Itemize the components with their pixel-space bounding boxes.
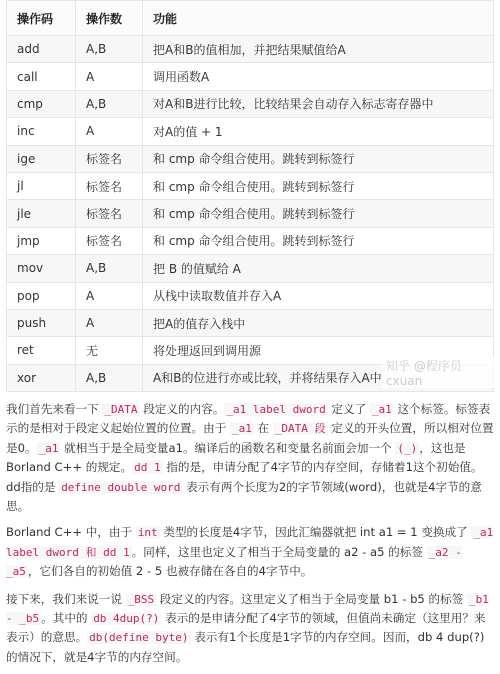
opcode-cell: xor	[7, 364, 76, 391]
opcode-cell: cmp	[7, 90, 76, 117]
opcode-cell: inc	[7, 118, 76, 145]
operand-cell: A,B	[76, 255, 143, 282]
opcode-cell: call	[7, 63, 76, 90]
function-cell: 和 cmp 命令组合使用。跳转到标签行	[143, 200, 494, 227]
opcode-cell: jle	[7, 200, 76, 227]
inline-code: db 4dup(?)	[93, 612, 160, 626]
opcode-cell: jmp	[7, 227, 76, 254]
opcode-cell: jl	[7, 172, 76, 199]
operand-cell: A	[76, 282, 143, 309]
table-header-row	[7, 1, 494, 36]
column-header-opcode: 操作码	[7, 1, 76, 36]
article-body	[6, 400, 494, 674]
inline-code: _BSS	[127, 592, 155, 606]
opcode-cell: add	[7, 36, 76, 63]
function-cell: 把 B 的值赋给 A	[143, 255, 494, 282]
text-run: 。其中的	[41, 611, 92, 626]
inline-code: _a1	[371, 403, 392, 416]
operand-cell: A,B	[76, 90, 143, 117]
text-run: 指的是，申请分配了4字节的内存空间，存储着1这个初始值。dd指的是	[6, 460, 483, 494]
function-cell: 将处理返回到调用源	[143, 337, 494, 364]
text-run: 定义的开头位置，所以相对位置是0。	[6, 421, 494, 455]
text-run: Borland C++ 中，由于	[6, 525, 136, 540]
opcode-cell: mov	[7, 255, 76, 282]
inline-code: _DATA	[104, 403, 138, 416]
function-cell: A和B的位进行亦或比较，并将结果存入A中	[143, 364, 494, 391]
table-row	[7, 172, 494, 199]
inline-code: _a1 label dword	[226, 403, 326, 416]
operand-cell: A,B	[76, 364, 143, 391]
operand-cell: A	[76, 63, 143, 90]
inline-code: (_)	[397, 441, 418, 455]
table-body	[7, 36, 494, 392]
inline-code: _DATA 段	[274, 422, 326, 436]
text-run: 。同样，这里也定义了相当于全局变量的 a2 - a5 的标签	[131, 544, 427, 559]
column-header-operand: 操作数	[76, 1, 143, 36]
text-run: 在	[253, 421, 273, 436]
inline-code: _a2 - _a5	[6, 545, 462, 579]
table-row	[7, 90, 494, 117]
table-row	[7, 118, 494, 145]
text-run: 接下来，我们来说一说	[6, 591, 126, 606]
inline-code: int	[137, 526, 158, 540]
inline-code: _a1 label dword 和 dd 1	[6, 526, 494, 559]
opcode-cell: ret	[7, 337, 76, 364]
table-row	[7, 282, 494, 309]
paragraph	[6, 590, 494, 667]
inline-code: dd 1	[134, 461, 161, 475]
function-cell: 对A的值 + 1	[143, 118, 494, 145]
column-header-function: 功能	[143, 1, 494, 36]
table-row	[7, 227, 494, 254]
inline-code: _a1	[38, 441, 59, 455]
table-row	[7, 309, 494, 336]
text-run: 段定义的内容。	[139, 402, 225, 416]
text-run: 这个标签。标签表示的是相对于段定义起始位置的位置。由于	[6, 402, 491, 436]
text-run: 类型的长度是4字节，因此汇编器就把 int a1 = 1 变换成了	[159, 525, 472, 540]
table-row	[7, 63, 494, 90]
text-run: 段定义的内容。这里定义了相当于全局变量 b1 - b5 的标签	[156, 591, 467, 606]
watermark: 知乎 @程序员cxuan	[382, 357, 500, 388]
function-cell: 从栈中读取数值并存入A	[143, 282, 494, 309]
table-row	[7, 200, 494, 227]
function-cell: 把A的值存入栈中	[143, 309, 494, 336]
inline-code: _b1 - _b5	[6, 592, 489, 626]
paragraph	[6, 523, 494, 581]
operand-cell: A	[76, 118, 143, 145]
text-run: 定义了	[327, 402, 370, 416]
function-cell: 和 cmp 命令组合使用。跳转到标签行	[143, 145, 494, 172]
opcode-table	[6, 0, 494, 392]
function-cell: 把A和B的值相加，并把结果赋值给A	[143, 36, 494, 63]
function-cell: 对A和B进行比较，比较结果会自动存入标志寄存器中	[143, 90, 494, 117]
text-run: ，这也是 Borland C++ 的规定。	[6, 440, 466, 475]
function-cell: 和 cmp 命令组合使用。跳转到标签行	[143, 172, 494, 199]
operand-cell: 标签名	[76, 172, 143, 199]
inline-code: define double word	[61, 480, 181, 494]
table-row	[7, 255, 494, 282]
operand-cell: A,B	[76, 36, 143, 63]
operand-cell: A	[76, 309, 143, 336]
operand-cell: 标签名	[76, 200, 143, 227]
inline-code: db(define byte)	[89, 631, 189, 645]
text-run: 表示的是申请分配了4字节的领域，但值尚未确定（这里用？来表示）的意思。	[6, 611, 486, 645]
opcode-cell: push	[7, 309, 76, 336]
function-cell: 调用函数A	[143, 63, 494, 90]
operand-cell: 无	[76, 337, 143, 364]
text-run: 表示有1个长度是1字节的内存空间。因而，db 4 dup(?) 的情况下，就是4字节的内存空间。	[6, 630, 485, 664]
operand-cell: 标签名	[76, 145, 143, 172]
opcode-cell: pop	[7, 282, 76, 309]
function-cell: 和 cmp 命令组合使用。跳转到标签行	[143, 227, 494, 254]
opcode-cell: ige	[7, 145, 76, 172]
text-run: ，它们各自的初始值 2 - 5 也被存储在各自的4字节中。	[27, 564, 313, 579]
operand-cell: 标签名	[76, 227, 143, 254]
text-run: 我们首先来看一下	[6, 402, 103, 416]
table-row	[7, 145, 494, 172]
text-run: 就相当于是全局变量a1。编译后的函数名和变量名前面会加一个	[60, 440, 396, 455]
inline-code: _a1	[231, 422, 252, 436]
paragraph	[6, 400, 494, 515]
table-row	[7, 36, 494, 63]
text-run: 表示有两个长度为2的字节领域(word)，也就是4字节的意思。	[6, 479, 482, 514]
